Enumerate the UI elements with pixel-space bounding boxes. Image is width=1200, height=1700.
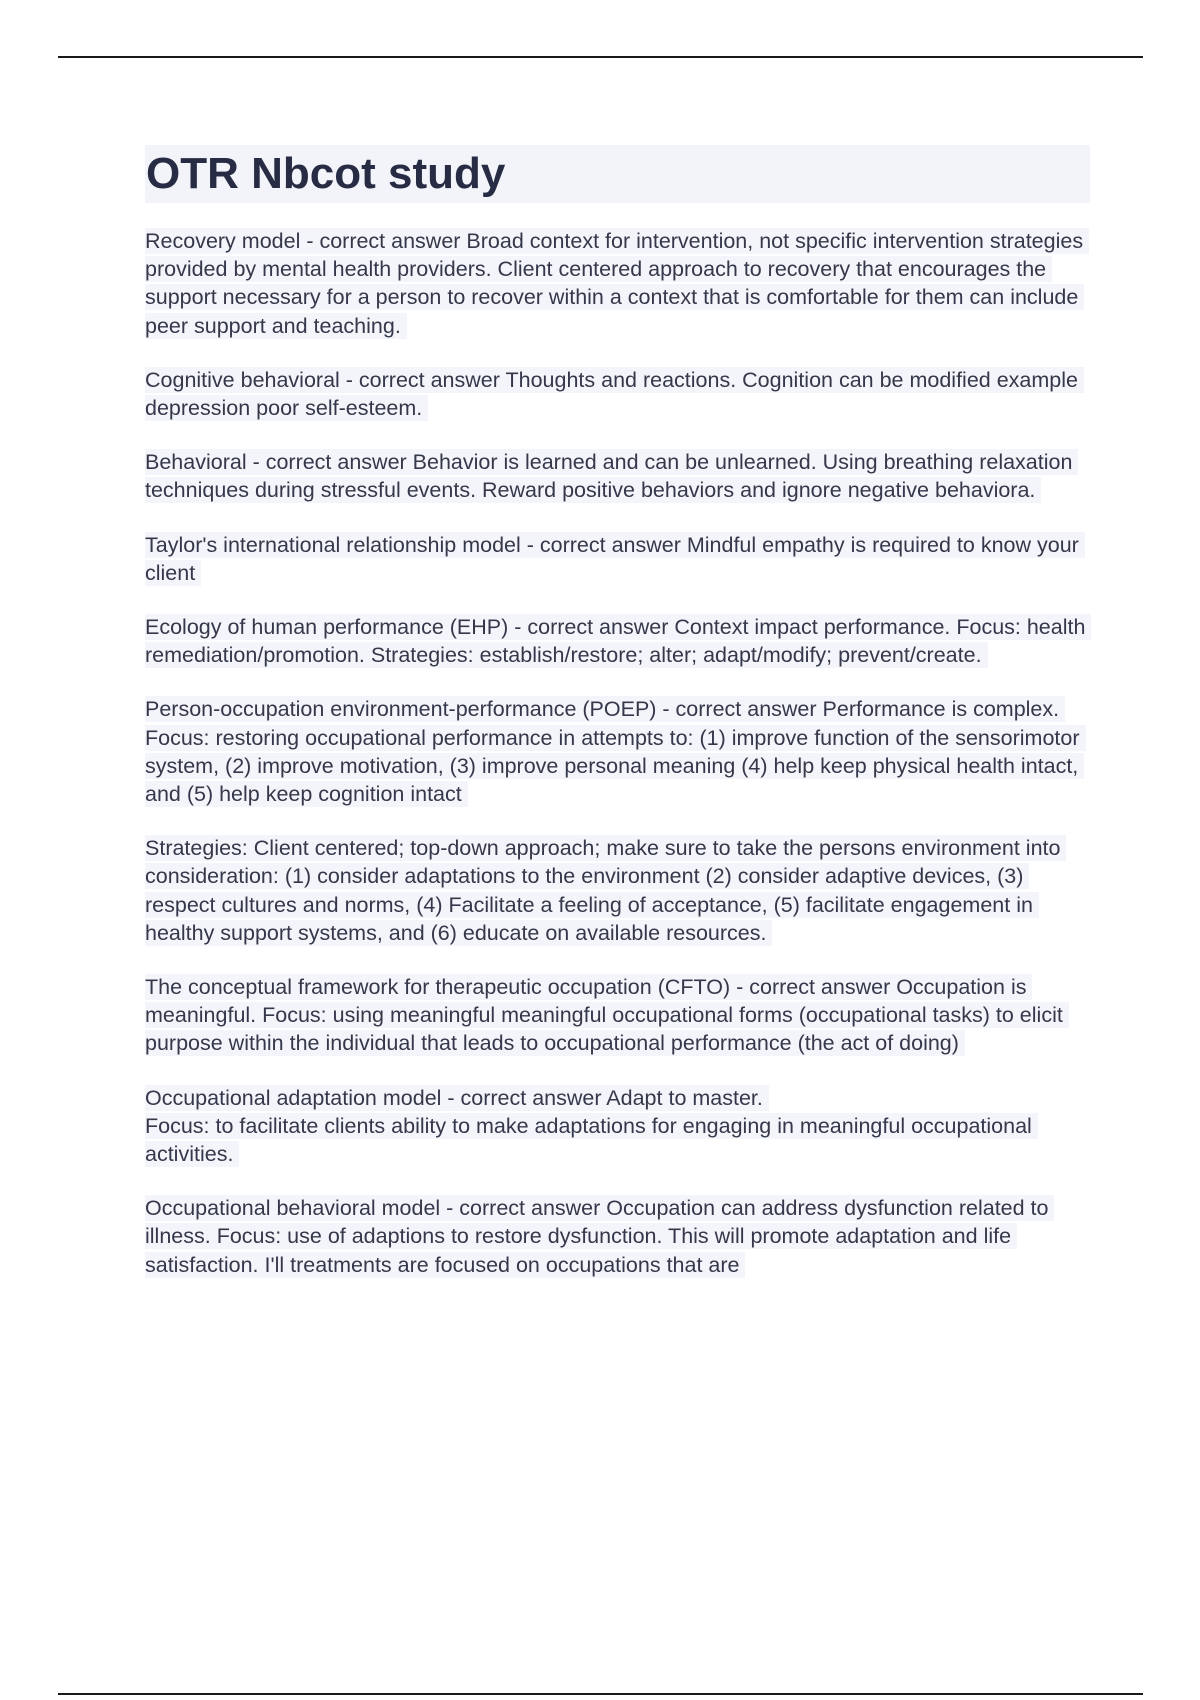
entry-text: Person-occupation environment-performance (POEP) - correct answer Performance is complex. Focus: restoring occupational performance in attempts to: (1) improve function of the sensorimotor system, (2) improve motivation, (3) improve personal meaning (4) help keep physical health intact, and (5) help keep cognition intact	[145, 696, 1086, 807]
list-item	[145, 973, 1090, 1058]
entry-text: Taylor's international relationship model - correct answer Mindful empathy is required to know your client	[145, 532, 1085, 586]
entry-text: Cognitive behavioral - correct answer Thoughts and reactions. Cognition can be modified example depression poor self-esteem.	[145, 367, 1084, 421]
list-item	[145, 448, 1090, 504]
list-item	[145, 366, 1090, 422]
list-item	[145, 834, 1090, 947]
list-item	[145, 1194, 1090, 1279]
list-item	[145, 613, 1090, 669]
list-item	[145, 227, 1090, 340]
entry-text: Occupational adaptation model - correct answer Adapt to master. Focus: to facilitate clients ability to make adaptations for engaging in meaningful occupational activities.	[145, 1085, 1038, 1167]
list-item	[145, 1084, 1090, 1169]
entry-text: Occupational behavioral model - correct answer Occupation can address dysfunction related to illness. Focus: use of adaptions to restore dysfunction. This will promote adaptation and life satisfaction. I'll treatments are focused on occupations that are	[145, 1195, 1054, 1277]
entry-text: Behavioral - correct answer Behavior is learned and can be unlearned. Using breathing relaxation techniques during stressful events. Reward positive behaviors and ignore negative behaviora.	[145, 449, 1078, 503]
list-item	[145, 531, 1090, 587]
entry-text: Recovery model - correct answer Broad context for intervention, not specific intervention strategies provided by mental health providers. Client centered approach to recovery that encourages the support necessary for a person to recover within a context that is comfortable for them can include peer support and teaching.	[145, 228, 1089, 339]
entry-text: The conceptual framework for therapeutic occupation (CFTO) - correct answer Occupation is meaningful. Focus: using meaningful meaningful occupational forms (occupational tasks) to elicit purpose within the individual that leads to occupational performance (the act of doing)	[145, 974, 1069, 1056]
top-rule	[58, 56, 1143, 58]
bottom-rule	[58, 1693, 1143, 1695]
list-item	[145, 695, 1090, 808]
entry-list	[145, 227, 1090, 1279]
page-content	[145, 145, 1090, 1305]
entry-text: Ecology of human performance (EHP) - correct answer Context impact performance. Focus: health remediation/promotion. Strategies: establish/restore; alter; adapt/modify; prevent/create.	[145, 614, 1091, 668]
page-title: OTR Nbcot study	[145, 145, 1090, 203]
entry-text: Strategies: Client centered; top-down approach; make sure to take the persons environment into consideration: (1) consider adaptations to the environment (2) consider adaptive devices, (3) respect cultures and norms, (4) Facilitate a feeling of acceptance, (5) facilitate engagement in healthy support systems, and (6) educate on available resources.	[145, 835, 1066, 946]
